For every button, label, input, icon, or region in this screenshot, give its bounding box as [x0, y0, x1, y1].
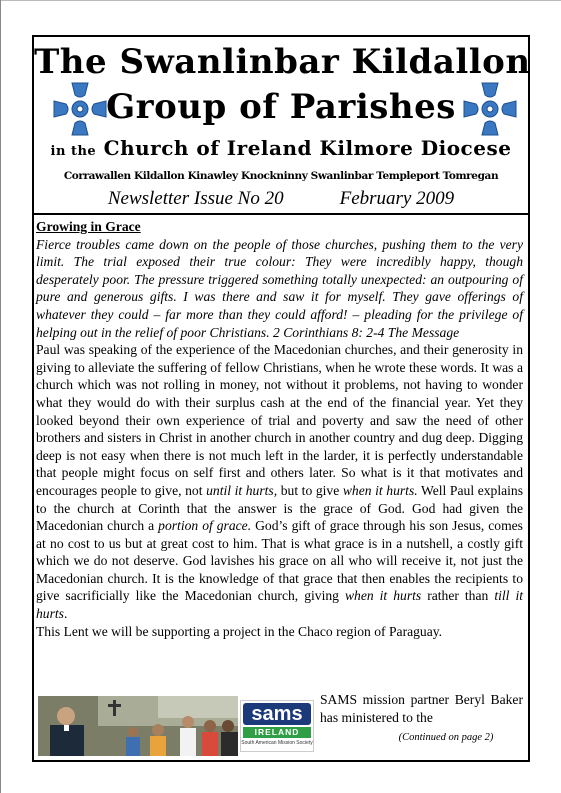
continued-note: (Continued on page 2)	[398, 732, 494, 743]
masthead-prefix: in the	[50, 144, 97, 159]
masthead	[34, 37, 531, 213]
sams-logo-tagline: South American Mission Society	[241, 740, 313, 746]
text-run: Paul was speaking of the experience of the Macedonian churches, and their generosity in giving to alleviate the suffering of fellow Christians, when he wrote these words. It was a church which was not rolling in money, not without it problems, not having to wonder what they would do with their surplus cash at the end of the financial year. Yet they looked beyond their own experience of trial and poverty and saw the need of other brothers and sisters in Christ in another church in another country and dug deep. Digging deep is not easy when there is not much left in the larder, it is perfectly understandable that people might focus on self first and others later. So what is it that motivates and encourages people to give, not	[36, 342, 523, 498]
emphasis: till it hurts	[36, 588, 524, 622]
mission-photo	[38, 696, 238, 756]
parish-list: Corrawallen Kildallon Kinawley Knockninny Swanlinbar Templeport Tomregan	[63, 170, 499, 182]
emphasis: when it hurts.	[342, 482, 418, 498]
text-run: rather than	[421, 588, 495, 604]
header-rule	[34, 213, 528, 215]
masthead-title-line1: The Swanlinbar Kildallon	[34, 42, 531, 82]
masthead-diocese: Church of Ireland Kilmore Diocese	[103, 136, 512, 160]
issue-date: February 2009	[339, 188, 455, 209]
side-paragraph: SAMS mission partner Beryl Baker has ministered to the	[320, 692, 523, 725]
article-heading: Growing in Grace	[36, 219, 141, 234]
emphasis: until it hurts,	[206, 482, 278, 498]
emphasis: when it hurts	[344, 588, 422, 604]
article-paragraph	[36, 341, 523, 623]
page-edge-top	[0, 0, 561, 1]
text-run: but to give	[277, 482, 343, 498]
masthead-title-line3	[34, 134, 528, 166]
text-run: Well Paul explains to the church at Corinth that the answer is the grace of God. God had given the Macedonian church a	[36, 482, 523, 534]
scripture-quote: Fierce troubles came down on the people of those churches, pushing them to the very limit. The trial exposed their true colour: They were incredibly happy, though desperately poor. The pressure triggered something totally unexpected: an outpouring of pure and generous gifts. I was there and saw it for myself. They gave offerings of whatever they could – far more than they could afford! – pleading for the privilege of helping out in the relief of poor Christians. 2 Corinthians 8: 2-4 The Message	[36, 236, 523, 340]
side-text	[320, 691, 523, 726]
article-body	[36, 218, 523, 640]
text-run: .	[63, 606, 68, 622]
emphasis: portion of grace.	[158, 518, 252, 534]
sams-logo-word: sams	[243, 703, 311, 725]
issue-line	[34, 187, 528, 211]
sams-logo	[240, 700, 314, 752]
page-edge-left	[0, 0, 1, 793]
issue-number: Newsletter Issue No 20	[107, 188, 284, 209]
sams-logo-country: IRELAND	[243, 727, 311, 738]
text-run: God’s gift of grace through his son Jesus, comes at no cost to us but at great cost to him. That is what grace is in a nutshell, a costly gift which we do not deserve. God lavishes his grace on all who will receive it, not just the Macedonian church. It is the knowledge of that grace that then enables the recipients to give sacrificially like the Macedonian church, giving	[36, 518, 523, 604]
photo-row	[36, 692, 523, 758]
lent-paragraph: This Lent we will be supporting a project in the Chaco region of Paraguay.	[36, 623, 443, 639]
masthead-title-line2: Group of Parishes	[106, 87, 456, 127]
